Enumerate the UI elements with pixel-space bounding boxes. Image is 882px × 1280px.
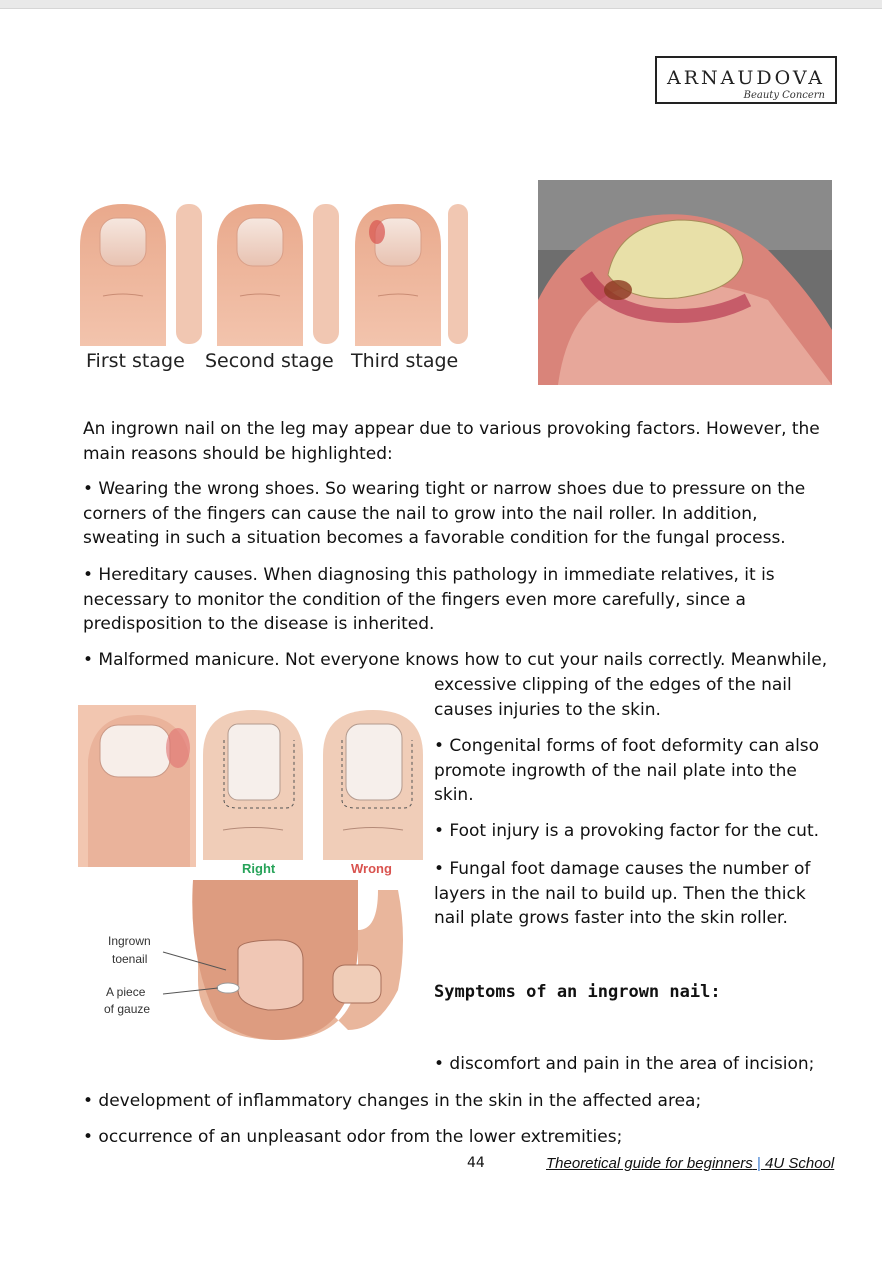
footer-separator: | [756, 1155, 761, 1172]
label-gauze: of gauze [104, 1002, 151, 1016]
reason-shoes: • Wearing the wrong shoes. So wearing tight or narrow shoes due to pressure on the corners of the fingers can cause the nail to grow into the nail roller. In addition, sweating in such a situation becomes a favorable condition for the fungal process. [83, 479, 806, 548]
footer-guide-title [546, 1155, 834, 1172]
reason-injury: • Foot injury is a provoking factor for the cut. [434, 821, 820, 841]
reason-fungal: • Fungal foot damage causes the number of layers in the nail to build up. Then the thick nail plate grows faster into the skin roller. [434, 859, 811, 928]
label-toenail: toenail [112, 952, 148, 966]
brand-logo [655, 56, 837, 104]
symptoms-title: Symptoms of an ingrown nail: [434, 982, 721, 1002]
reason-manicure-line2: excessive clipping of the edges of the nail causes injuries to the skin. [434, 675, 792, 720]
stage-label-third: Third stage [351, 350, 459, 372]
reason-congenital: • Congenital forms of foot deformity can also promote ingrowth of the nail plate into the skin. [434, 736, 820, 805]
label-piece: A piece [106, 985, 146, 999]
symptom-item: • development of inflammatory changes in the skin in the affected area; [83, 1091, 702, 1111]
ingrown-toenail-photo [538, 180, 832, 385]
logo-tagline: Beauty Concern [743, 90, 825, 101]
stage-label-first: First stage [86, 350, 185, 372]
top-edge [0, 0, 882, 9]
label-right: Right [242, 861, 276, 876]
symptom-item: • occurrence of an unpleasant odor from the lower extremities; [83, 1127, 623, 1147]
toe-wrong-cut [323, 710, 423, 860]
symptom-item: • discomfort and pain in the area of incision; [434, 1054, 815, 1074]
nail-cutting-diagram [78, 700, 428, 1050]
toe-closeup-inflamed [78, 705, 196, 867]
toe-right-cut [203, 710, 303, 860]
page-number: 44 [467, 1155, 485, 1171]
nail-stages-image [78, 196, 468, 346]
reason-manicure-line1: • Malformed manicure. Not everyone knows how to cut your nails correctly. Meanwhile, [83, 650, 828, 670]
ingrown-foot-diagram [163, 880, 403, 1040]
reason-hereditary: • Hereditary causes. When diagnosing this pathology in immediate relatives, it is necessary to monitor the condition of the fingers even more carefully, since a predisposition to the disease is inherited. [83, 565, 775, 634]
toe-third [355, 204, 468, 346]
toe-first [80, 204, 202, 346]
intro-paragraph: An ingrown nail on the leg may appear due to various provoking factors. However, the main reasons should be highlighted: [83, 419, 820, 464]
guide-title: Theoretical guide for beginners [546, 1155, 753, 1172]
school-name: 4U School [765, 1155, 835, 1172]
stage-label-second: Second stage [205, 350, 334, 372]
label-ingrown: Ingrown [108, 934, 151, 948]
label-wrong: Wrong [351, 861, 392, 876]
nail-stages-illustration [78, 196, 468, 382]
logo-name: ARNAUDOVA [666, 67, 825, 89]
toe-second [217, 204, 339, 346]
